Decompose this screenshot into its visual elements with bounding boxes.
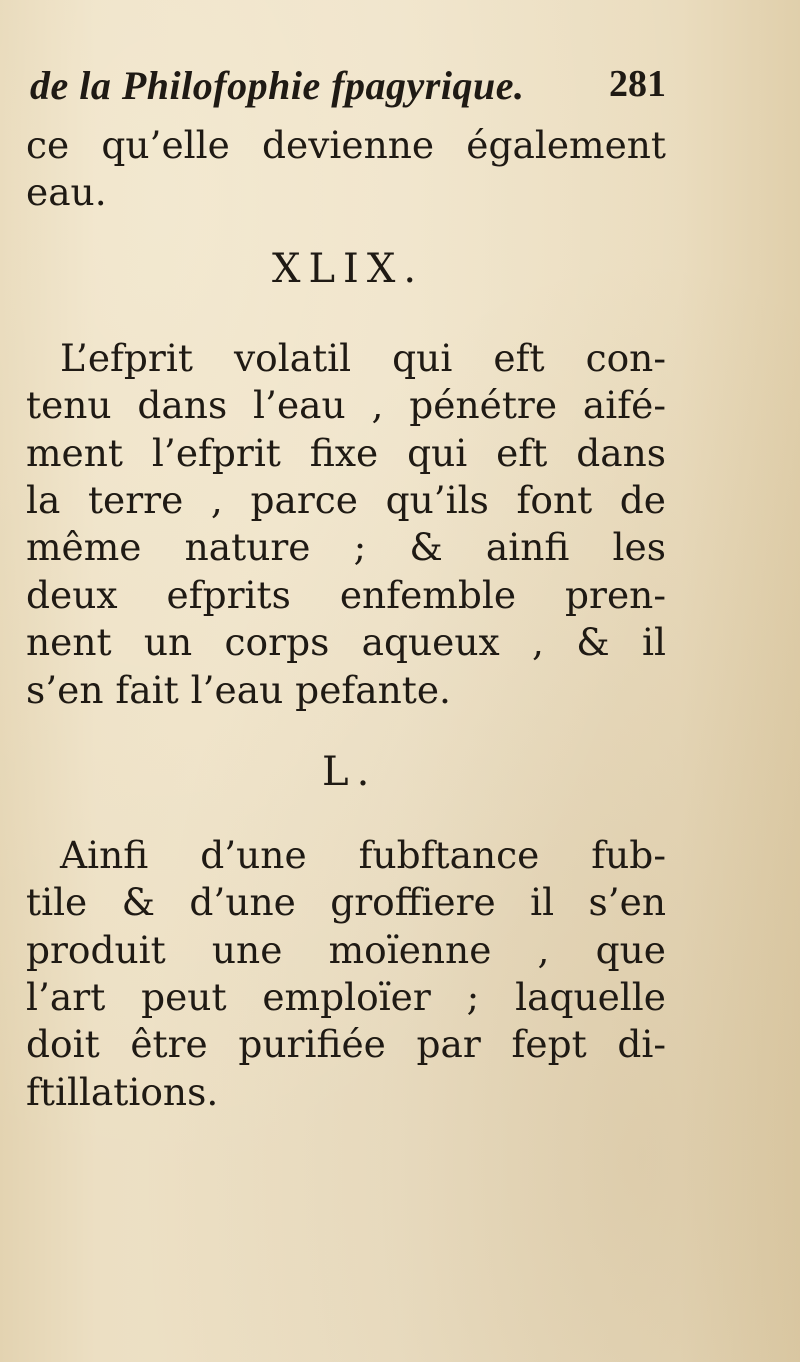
text-line: produit une moïenne , que	[26, 927, 666, 972]
text-line: la terre , parce qu’ils font de	[26, 477, 666, 522]
text-line: ment l’efprit fixe qui eft dans	[26, 430, 666, 475]
running-head: de la Philofophie fpagyrique.	[30, 63, 525, 108]
continuation-paragraph	[26, 122, 666, 217]
text-line: même nature ; & ainfi les	[26, 525, 666, 570]
section-heading-l: L.	[322, 748, 378, 795]
text-line: l’art peut emploïer ; laquelle	[26, 975, 666, 1020]
text-line: tenu dans l’eau , pénétre aifé-	[26, 383, 666, 428]
page-header	[26, 62, 666, 122]
text-line: tile & d’une groffiere il s’en	[26, 880, 666, 925]
text-line: nent un corps aqueux , & il	[26, 620, 666, 665]
text-line: deux efprits enfemble pren-	[26, 572, 666, 617]
paragraph-xlix	[26, 335, 666, 714]
text-line: ftillations.	[26, 1069, 219, 1114]
page-number: 281	[609, 63, 666, 105]
text-line: ce qu’elle devienne également	[26, 123, 666, 167]
text-line: doit être purifiée par fept di-	[26, 1022, 666, 1067]
page-text	[26, 62, 666, 1116]
text-line: eau.	[26, 170, 107, 215]
paragraph-l	[26, 832, 666, 1116]
text-line: L’efprit volatil qui eft con-	[60, 335, 666, 380]
section-heading-xlix: XLIX.	[272, 245, 425, 292]
text-line: Ainfi d’une fubftance fub-	[60, 832, 666, 877]
text-line: s’en fait l’eau pefante.	[26, 667, 451, 712]
